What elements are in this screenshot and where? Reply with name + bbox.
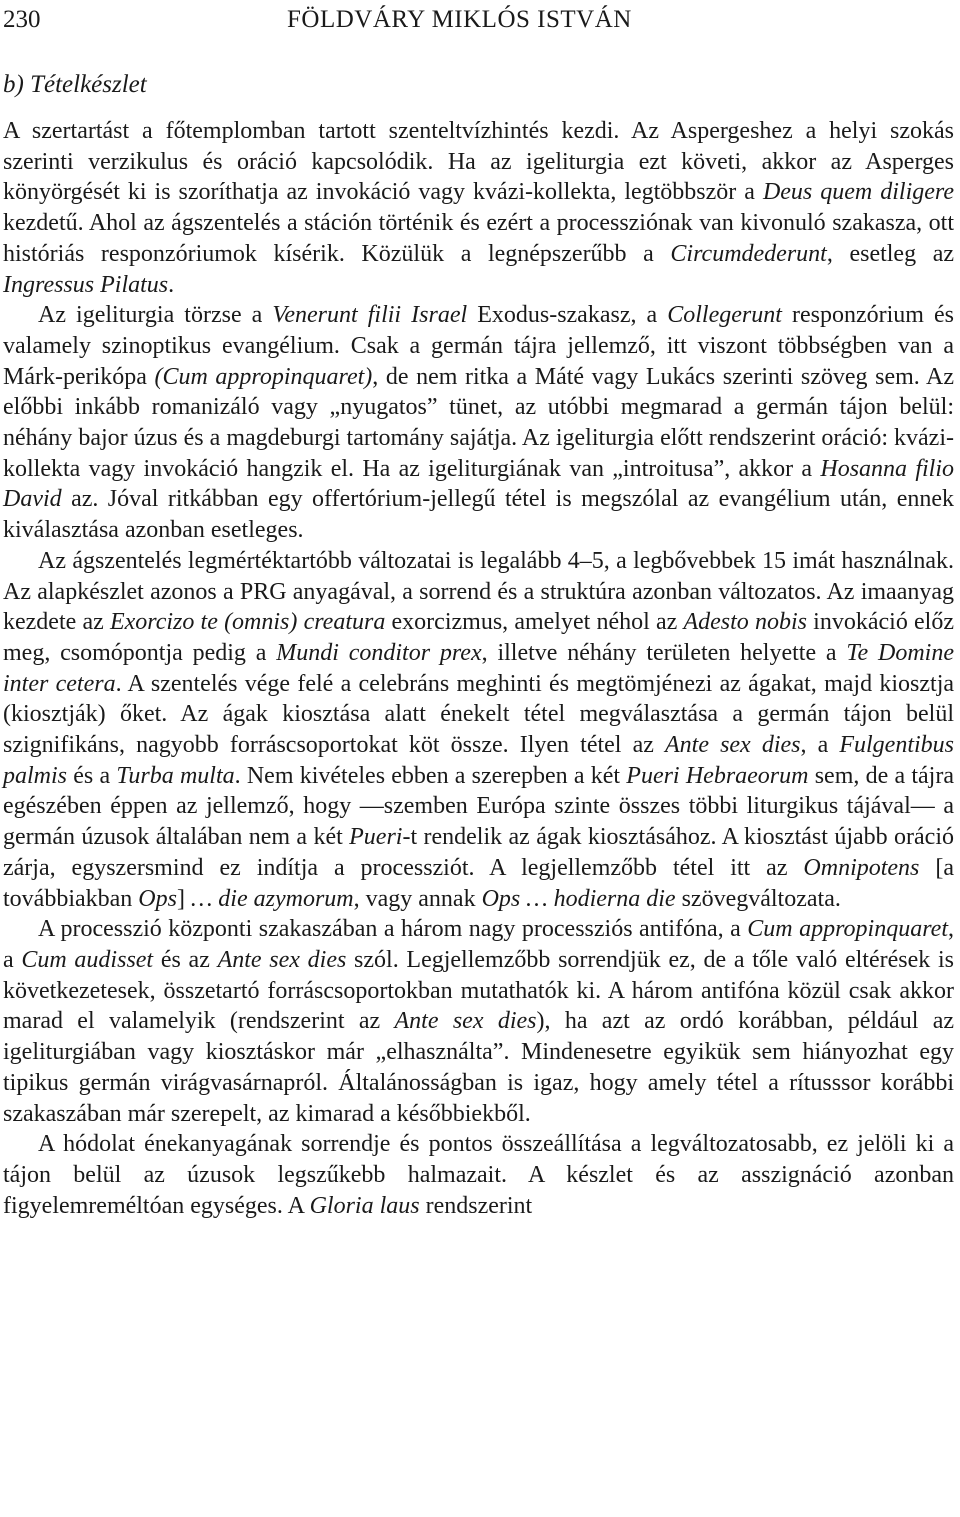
text-run: [a továbbiakban xyxy=(3,854,954,912)
italic-title: Fulgentibus palmis xyxy=(3,732,954,789)
text-run: Az igeliturgia törzse a xyxy=(38,302,273,329)
text-run: és az xyxy=(153,946,218,973)
paragraph xyxy=(3,546,954,914)
text-run: , vagy annak xyxy=(353,885,482,912)
text-run: , de nem ritka a Máté vagy Lukács szerinti szöveg sem. Az előbbi inkább romanizáló vagy „nyugatos” tünet, az utóbbi megmarad a germán tájon belül: néhány bajor úzus és a magdeburgi tartomány sajátja. Az igeliturgia előtt rendszerint oráció: kvázi-kollekta vagy invokáció hangzik el. Ha az igeliturgiának van „introitusa”, akkor a xyxy=(3,363,954,482)
page-number: 230 xyxy=(3,6,41,33)
text-run: rendszerint xyxy=(419,1192,533,1219)
book-page xyxy=(3,0,954,1221)
text-run: az. Jóval ritkábban egy offertórium-jellegű tétel is megszólal az evangélium után, ennek kiválasztása azonban esetleges. xyxy=(3,486,954,544)
italic-title: Pueri Hebraeorum xyxy=(626,762,809,789)
text-run: . Nem kivételes ebben a szerepben a két xyxy=(234,762,627,789)
italic-title: Ante sex dies xyxy=(217,946,347,973)
italic-title: Deus quem diligere xyxy=(762,179,954,206)
italic-title: Cum audisset xyxy=(21,946,154,973)
text-run: A processzió központi szakaszában a három nagy processziós antifóna, a xyxy=(38,916,748,943)
italic-title: Pueri xyxy=(349,824,403,851)
text-run: -t rendelik az ágak kiosztásához. A kiosztást újabb oráció zárja, egyszersmind ez indítja a processziót. A legjellemzőbb tétel itt az xyxy=(3,824,954,881)
text-run: . A szentelés vége felé a celebráns meghinti és megtömjénezi az ágakat, majd kiosztja (kiosztják) őket. Az ágak kiosztása alatt énekelt tétel megválasztása a germán tájon belül szignifikáns, nagyobb forráscsoportokat köt össze. Ilyen tétel az xyxy=(3,670,955,759)
text-run: exorcizmus, amelyet néhol az xyxy=(385,609,684,636)
italic-title: Turba multa xyxy=(116,762,235,789)
italic-title: Ingressus Pilatus xyxy=(3,271,169,298)
paragraph xyxy=(3,1129,954,1221)
italic-title: Ante sex dies xyxy=(394,1008,537,1035)
italic-title: (Cum appropinquaret) xyxy=(154,363,373,390)
italic-title: Gloria laus xyxy=(309,1192,420,1219)
text-run: . xyxy=(168,271,175,298)
text-run: , esetleg az xyxy=(826,240,954,267)
text-run: ] xyxy=(176,885,191,912)
text-run: A szertartást a főtemplomban tartott szenteltvízhintés kezdi. Az Aspergeshez a helyi szokás szerinti verzikulus és oráció kapcsolódik. Ha az igeliturgia ezt követi, akkor az Asperges könyörgését ki is szoríthatja az invokáció vagy kvázi-kollekta, legtöbbször a xyxy=(3,118,954,206)
italic-title: Te Domine inter cetera xyxy=(3,639,955,697)
text-run: Az ágszentelés legmértéktartóbb változatai is legalább 4–5, a legbővebbek 15 imát használnak. Az alapkészlet azonos a PRG anyagával, a sorrend és a struktúra azonban változatos. Az imaanyag kezdete az xyxy=(3,547,954,636)
text-run: és a xyxy=(67,762,117,789)
italic-title: Cum appropinquaret xyxy=(747,916,948,943)
page-header xyxy=(3,0,954,40)
italic-title: Collegerunt xyxy=(667,302,782,329)
text-run: , a xyxy=(3,916,954,973)
italic-title: Ops xyxy=(138,885,177,912)
italic-title: Exorcizo te (omnis) creatura xyxy=(109,609,386,636)
italic-title: … die azymorum xyxy=(190,885,354,912)
text-run: szól. Legjellemzőbb sorrendjük ez, de a tőle való eltérések is következetesek, összetartó forráscsoportokban mutathatók ki. A három antifóna közül csak akkor marad el valamelyik (rendszerint az xyxy=(3,946,954,1035)
text-run: sem, de a tájra egészében éppen az jellemző, hogy —szemben Európa szinte összes többi liturgikus tájával— a germán úzusok általában nem a két xyxy=(3,762,954,851)
text-run: A hódolat énekanyagának sorrendje és pontos összeállítása a legváltozatosabb, ez jelöli ki a tájon belül az úzusok legszűkebb halmazait. A készlet és az asszignáció azonban figyelemreméltóan egységes. A xyxy=(3,1131,954,1219)
italic-title: Ops … hodierna die xyxy=(481,885,676,912)
italic-title: Circumdederunt xyxy=(670,240,827,267)
paragraph xyxy=(3,116,954,300)
text-run: responzórium és valamely szinoptikus evangélium. Csak a germán tájra jellemző, itt viszont többségben van a Márk-perikópa xyxy=(3,302,954,390)
text-run: , a xyxy=(800,732,840,759)
italic-title: Omnipotens xyxy=(803,854,920,881)
text-run: szövegváltozata. xyxy=(675,885,841,912)
italic-title: Venerunt filii Israel xyxy=(272,302,468,329)
text-run: Exodus-szakasz, a xyxy=(467,302,668,329)
italic-title: Adesto nobis xyxy=(683,609,807,636)
text-run: invokáció előz meg, csomópontja pedig a xyxy=(3,609,954,666)
running-head: FÖLDVÁRY MIKLÓS ISTVÁN xyxy=(287,6,632,33)
paragraph xyxy=(3,300,954,546)
section-heading: b) Tételkészlet xyxy=(3,71,147,98)
body-text xyxy=(3,116,954,1221)
italic-title: Mundi conditor prex xyxy=(276,639,482,666)
text-run: ), ha azt az ordó korábban, például az igeliturgiában vagy kiosztáskor már „elhasználta”. Mindenesetre egyikük sem hiányozhat egy tipikus germán virágvasárnapról. Általánosságban is igaz, hogy amely tétel a rítusssor korábbi szakaszában már szerepelt, az kimarad a későbbiekből. xyxy=(3,1008,954,1127)
text-run: kezdetű. Ahol az ágszentelés a stáción történik és ezért a processziónak van kivonuló szakasza, ott históriás responzóriumok kísérik. Közülük a legnépszerűbb a xyxy=(3,210,954,267)
italic-title: Hosanna filio David xyxy=(3,455,955,513)
italic-title: Ante sex dies xyxy=(664,732,801,759)
text-run: , illetve néhány területen helyette a xyxy=(481,639,847,666)
paragraph xyxy=(3,914,954,1129)
